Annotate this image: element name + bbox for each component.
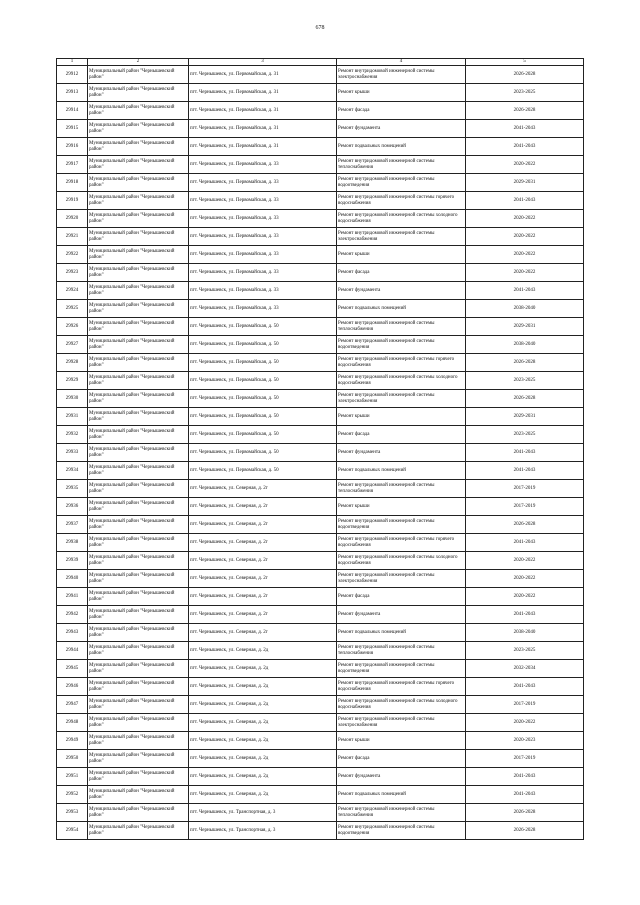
period-cell: 2026-2028 xyxy=(466,354,584,372)
work-type-cell: Ремонт внутридомовой инженерной системы водоотведения xyxy=(337,660,466,678)
work-type-cell: Ремонт внутридомовой инженерной системы электроснабжения xyxy=(337,66,466,84)
period-cell: 2020-2023 xyxy=(466,732,584,750)
work-type-cell: Ремонт внутридомовой инженерной системы водоотведения xyxy=(337,336,466,354)
work-type-cell: Ремонт фундамента xyxy=(337,606,466,624)
address-cell: пгт. Чернышевск, ул. Северная, д. 2г xyxy=(189,498,337,516)
table-row xyxy=(57,732,584,750)
period-cell: 2026-2028 xyxy=(466,822,584,840)
work-type-cell: Ремонт фундамента xyxy=(337,444,466,462)
address-cell: пгт. Чернышевск, ул. Первомайская, д. 33 xyxy=(189,264,337,282)
table-row xyxy=(57,102,584,120)
row-number-cell: 29926 xyxy=(57,318,88,336)
period-cell: 2020-2022 xyxy=(466,228,584,246)
table-row xyxy=(57,624,584,642)
row-number-cell: 29948 xyxy=(57,714,88,732)
period-cell: 2038-2040 xyxy=(466,624,584,642)
period-cell: 2041-2043 xyxy=(466,282,584,300)
municipality-cell: Муниципальный район "Чернышевский район" xyxy=(88,786,189,804)
work-type-cell: Ремонт внутридомовой инженерной системы электроснабжения xyxy=(337,714,466,732)
table-row xyxy=(57,264,584,282)
address-cell: пгт. Чернышевск, ул. Первомайская, д. 50 xyxy=(189,336,337,354)
row-number-cell: 29952 xyxy=(57,786,88,804)
period-cell: 2020-2022 xyxy=(466,570,584,588)
page-number: 678 xyxy=(315,25,325,31)
address-cell: пгт. Чернышевск, ул. Северная, д. 2г xyxy=(189,588,337,606)
period-cell: 2023-2025 xyxy=(466,372,584,390)
table-row xyxy=(57,300,584,318)
row-number-cell: 29950 xyxy=(57,750,88,768)
row-number-cell: 29932 xyxy=(57,426,88,444)
table-row xyxy=(57,426,584,444)
municipality-cell: Муниципальный район "Чернышевский район" xyxy=(88,660,189,678)
period-cell: 2020-2022 xyxy=(466,264,584,282)
municipality-cell: Муниципальный район "Чернышевский район" xyxy=(88,696,189,714)
table-row xyxy=(57,408,584,426)
table-row xyxy=(57,336,584,354)
municipality-cell: Муниципальный район "Чернышевский район" xyxy=(88,156,189,174)
row-number-cell: 29951 xyxy=(57,768,88,786)
column-header: 4 xyxy=(337,59,466,66)
address-cell: пгт. Чернышевск, ул. Северная, д. 2г xyxy=(189,480,337,498)
municipality-cell: Муниципальный район "Чернышевский район" xyxy=(88,714,189,732)
work-type-cell: Ремонт внутридомовой инженерной системы электроснабжения xyxy=(337,570,466,588)
address-cell: пгт. Чернышевск, ул. Первомайская, д. 31 xyxy=(189,66,337,84)
row-number-cell: 29936 xyxy=(57,498,88,516)
period-cell: 2029-2031 xyxy=(466,408,584,426)
work-type-cell: Ремонт подвальных помещений xyxy=(337,462,466,480)
municipality-cell: Муниципальный район "Чернышевский район" xyxy=(88,354,189,372)
municipality-cell: Муниципальный район "Чернышевский район" xyxy=(88,192,189,210)
table-row xyxy=(57,786,584,804)
row-number-cell: 29933 xyxy=(57,444,88,462)
period-cell: 2017-2019 xyxy=(466,498,584,516)
period-cell: 2026-2028 xyxy=(466,804,584,822)
table-row xyxy=(57,354,584,372)
period-cell: 2023-2025 xyxy=(466,426,584,444)
table-row xyxy=(57,372,584,390)
municipality-cell: Муниципальный район "Чернышевский район" xyxy=(88,534,189,552)
municipality-cell: Муниципальный район "Чернышевский район" xyxy=(88,282,189,300)
row-number-cell: 29919 xyxy=(57,192,88,210)
period-cell: 2041-2043 xyxy=(466,138,584,156)
table-row xyxy=(57,678,584,696)
table-row xyxy=(57,660,584,678)
municipality-cell: Муниципальный район "Чернышевский район" xyxy=(88,822,189,840)
address-cell: пгт. Чернышевск, ул. Северная, д. 2г xyxy=(189,534,337,552)
table-row xyxy=(57,588,584,606)
column-header: 5 xyxy=(466,59,584,66)
work-type-cell: Ремонт фасада xyxy=(337,426,466,444)
period-cell: 2041-2043 xyxy=(466,192,584,210)
table-row xyxy=(57,516,584,534)
work-type-cell: Ремонт подвальных помещений xyxy=(337,624,466,642)
address-cell: пгт. Чернышевск, ул. Первомайская, д. 33 xyxy=(189,156,337,174)
work-type-cell: Ремонт внутридомовой инженерной системы водоотведения xyxy=(337,822,466,840)
municipality-cell: Муниципальный район "Чернышевский район" xyxy=(88,444,189,462)
work-type-cell: Ремонт внутридомовой инженерной системы теплоснабжения xyxy=(337,480,466,498)
period-cell: 2020-2022 xyxy=(466,552,584,570)
address-cell: пгт. Чернышевск, ул. Северная, д. 2г xyxy=(189,516,337,534)
work-type-cell: Ремонт внутридомовой инженерной системы холодного водоснабжения xyxy=(337,210,466,228)
address-cell: пгт. Чернышевск, ул. Первомайская, д. 31 xyxy=(189,120,337,138)
address-cell: пгт. Чернышевск, ул. Северная, д. 2д xyxy=(189,696,337,714)
municipality-cell: Муниципальный район "Чернышевский район" xyxy=(88,426,189,444)
period-cell: 2041-2043 xyxy=(466,768,584,786)
municipality-cell: Муниципальный район "Чернышевский район" xyxy=(88,264,189,282)
row-number-cell: 29924 xyxy=(57,282,88,300)
work-type-cell: Ремонт внутридомовой инженерной системы горячего водоснабжения xyxy=(337,534,466,552)
work-type-cell: Ремонт внутридомовой инженерной системы теплоснабжения xyxy=(337,804,466,822)
table-row xyxy=(57,84,584,102)
address-cell: пгт. Чернышевск, ул. Первомайская, д. 33 xyxy=(189,282,337,300)
row-number-cell: 29938 xyxy=(57,534,88,552)
work-type-cell: Ремонт внутридомовой инженерной системы водоотведения xyxy=(337,516,466,534)
row-number-cell: 29953 xyxy=(57,804,88,822)
work-type-cell: Ремонт фундамента xyxy=(337,768,466,786)
table-row xyxy=(57,138,584,156)
period-cell: 2041-2043 xyxy=(466,462,584,480)
row-number-cell: 29941 xyxy=(57,588,88,606)
table-row xyxy=(57,210,584,228)
address-cell: пгт. Чернышевск, ул. Первомайская, д. 33 xyxy=(189,192,337,210)
municipality-cell: Муниципальный район "Чернышевский район" xyxy=(88,174,189,192)
period-cell: 2029-2031 xyxy=(466,174,584,192)
period-cell: 2032-2034 xyxy=(466,660,584,678)
table-row xyxy=(57,246,584,264)
address-cell: пгт. Чернышевск, ул. Первомайская, д. 33 xyxy=(189,300,337,318)
address-cell: пгт. Чернышевск, ул. Транспортная, д. 3 xyxy=(189,822,337,840)
table-header-row xyxy=(57,59,584,66)
table-row xyxy=(57,714,584,732)
address-cell: пгт. Чернышевск, ул. Транспортная, д. 3 xyxy=(189,804,337,822)
address-cell: пгт. Чернышевск, ул. Северная, д. 2д xyxy=(189,714,337,732)
address-cell: пгт. Чернышевск, ул. Первомайская, д. 33 xyxy=(189,246,337,264)
row-number-cell: 29916 xyxy=(57,138,88,156)
period-cell: 2017-2019 xyxy=(466,750,584,768)
row-number-cell: 29947 xyxy=(57,696,88,714)
period-cell: 2023-2025 xyxy=(466,642,584,660)
municipality-cell: Муниципальный район "Чернышевский район" xyxy=(88,66,189,84)
work-type-cell: Ремонт внутридомовой инженерной системы горячего водоснабжения xyxy=(337,354,466,372)
row-number-cell: 29920 xyxy=(57,210,88,228)
work-type-cell: Ремонт подвальных помещений xyxy=(337,300,466,318)
work-type-cell: Ремонт подвальных помещений xyxy=(337,786,466,804)
work-type-cell: Ремонт фундамента xyxy=(337,120,466,138)
row-number-cell: 29935 xyxy=(57,480,88,498)
row-number-cell: 29937 xyxy=(57,516,88,534)
row-number-cell: 29927 xyxy=(57,336,88,354)
municipality-cell: Муниципальный район "Чернышевский район" xyxy=(88,750,189,768)
work-type-cell: Ремонт внутридомовой инженерной системы горячего водоснабжения xyxy=(337,678,466,696)
table-row xyxy=(57,498,584,516)
municipality-cell: Муниципальный район "Чернышевский район" xyxy=(88,372,189,390)
address-cell: пгт. Чернышевск, ул. Первомайская, д. 50 xyxy=(189,354,337,372)
row-number-cell: 29915 xyxy=(57,120,88,138)
period-cell: 2041-2043 xyxy=(466,786,584,804)
period-cell: 2020-2022 xyxy=(466,156,584,174)
row-number-cell: 29943 xyxy=(57,624,88,642)
municipality-cell: Муниципальный район "Чернышевский район" xyxy=(88,570,189,588)
table-row xyxy=(57,552,584,570)
period-cell: 2017-2019 xyxy=(466,696,584,714)
work-type-cell: Ремонт крыши xyxy=(337,246,466,264)
row-number-cell: 29923 xyxy=(57,264,88,282)
address-cell: пгт. Чернышевск, ул. Северная, д. 2д xyxy=(189,786,337,804)
work-type-cell: Ремонт крыши xyxy=(337,408,466,426)
row-number-cell: 29913 xyxy=(57,84,88,102)
work-type-cell: Ремонт фасада xyxy=(337,102,466,120)
row-number-cell: 29942 xyxy=(57,606,88,624)
municipality-cell: Муниципальный район "Чернышевский район" xyxy=(88,84,189,102)
table-row xyxy=(57,768,584,786)
municipality-cell: Муниципальный район "Чернышевский район" xyxy=(88,246,189,264)
address-cell: пгт. Чернышевск, ул. Первомайская, д. 50 xyxy=(189,408,337,426)
row-number-cell: 29912 xyxy=(57,66,88,84)
work-type-cell: Ремонт подвальных помещений xyxy=(337,138,466,156)
table-row xyxy=(57,66,584,84)
period-cell: 2020-2022 xyxy=(466,246,584,264)
period-cell: 2023-2025 xyxy=(466,84,584,102)
table-row xyxy=(57,228,584,246)
work-type-cell: Ремонт внутридомовой инженерной системы горячего водоснабжения xyxy=(337,192,466,210)
work-type-cell: Ремонт внутридомовой инженерной системы теплоснабжения xyxy=(337,156,466,174)
work-type-cell: Ремонт внутридомовой инженерной системы водоотведения xyxy=(337,174,466,192)
period-cell: 2020-2022 xyxy=(466,588,584,606)
row-number-cell: 29918 xyxy=(57,174,88,192)
period-cell: 2020-2022 xyxy=(466,714,584,732)
row-number-cell: 29934 xyxy=(57,462,88,480)
municipality-cell: Муниципальный район "Чернышевский район" xyxy=(88,678,189,696)
row-number-cell: 29929 xyxy=(57,372,88,390)
municipality-cell: Муниципальный район "Чернышевский район" xyxy=(88,552,189,570)
municipality-cell: Муниципальный район "Чернышевский район" xyxy=(88,516,189,534)
municipality-cell: Муниципальный район "Чернышевский район" xyxy=(88,210,189,228)
municipality-cell: Муниципальный район "Чернышевский район" xyxy=(88,642,189,660)
address-cell: пгт. Чернышевск, ул. Первомайская, д. 50 xyxy=(189,444,337,462)
work-type-cell: Ремонт внутридомовой инженерной системы теплоснабжения xyxy=(337,318,466,336)
address-cell: пгт. Чернышевск, ул. Северная, д. 2г xyxy=(189,570,337,588)
column-header: 2 xyxy=(88,59,189,66)
address-cell: пгт. Чернышевск, ул. Северная, д. 2д xyxy=(189,660,337,678)
work-type-cell: Ремонт крыши xyxy=(337,84,466,102)
municipality-cell: Муниципальный район "Чернышевский район" xyxy=(88,606,189,624)
work-type-cell: Ремонт фасада xyxy=(337,264,466,282)
municipality-cell: Муниципальный район "Чернышевский район" xyxy=(88,390,189,408)
address-cell: пгт. Чернышевск, ул. Северная, д. 2д xyxy=(189,750,337,768)
table-row xyxy=(57,570,584,588)
table-row xyxy=(57,480,584,498)
municipality-cell: Муниципальный район "Чернышевский район" xyxy=(88,804,189,822)
period-cell: 2041-2043 xyxy=(466,534,584,552)
municipality-cell: Муниципальный район "Чернышевский район" xyxy=(88,624,189,642)
row-number-cell: 29928 xyxy=(57,354,88,372)
row-number-cell: 29940 xyxy=(57,570,88,588)
row-number-cell: 29930 xyxy=(57,390,88,408)
period-cell: 2026-2028 xyxy=(466,516,584,534)
work-type-cell: Ремонт фасада xyxy=(337,588,466,606)
work-type-cell: Ремонт крыши xyxy=(337,498,466,516)
address-cell: пгт. Чернышевск, ул. Первомайская, д. 50 xyxy=(189,390,337,408)
address-cell: пгт. Чернышевск, ул. Первомайская, д. 31 xyxy=(189,84,337,102)
period-cell: 2026-2028 xyxy=(466,66,584,84)
column-header: 1 xyxy=(57,59,88,66)
address-cell: пгт. Чернышевск, ул. Первомайская, д. 31 xyxy=(189,138,337,156)
work-type-cell: Ремонт внутридомовой инженерной системы теплоснабжения xyxy=(337,642,466,660)
address-cell: пгт. Чернышевск, ул. Северная, д. 2г xyxy=(189,552,337,570)
address-cell: пгт. Чернышевск, ул. Первомайская, д. 33 xyxy=(189,174,337,192)
work-type-cell: Ремонт фасада xyxy=(337,750,466,768)
table-row xyxy=(57,534,584,552)
table-row xyxy=(57,642,584,660)
municipality-cell: Муниципальный район "Чернышевский район" xyxy=(88,336,189,354)
table-row xyxy=(57,192,584,210)
table-row xyxy=(57,318,584,336)
work-type-cell: Ремонт внутридомовой инженерной системы холодного водоснабжения xyxy=(337,372,466,390)
table-row xyxy=(57,696,584,714)
address-cell: пгт. Чернышевск, ул. Первомайская, д. 50 xyxy=(189,462,337,480)
work-type-cell: Ремонт внутридомовой инженерной системы холодного водоснабжения xyxy=(337,696,466,714)
address-cell: пгт. Чернышевск, ул. Северная, д. 2д xyxy=(189,768,337,786)
municipality-cell: Муниципальный район "Чернышевский район" xyxy=(88,480,189,498)
row-number-cell: 29949 xyxy=(57,732,88,750)
table-row xyxy=(57,156,584,174)
work-type-cell: Ремонт фундамента xyxy=(337,282,466,300)
period-cell: 2041-2043 xyxy=(466,606,584,624)
row-number-cell: 29946 xyxy=(57,678,88,696)
period-cell: 2038-2040 xyxy=(466,300,584,318)
row-number-cell: 29914 xyxy=(57,102,88,120)
address-cell: пгт. Чернышевск, ул. Северная, д. 2г xyxy=(189,606,337,624)
table-row xyxy=(57,750,584,768)
period-cell: 2017-2019 xyxy=(466,480,584,498)
table-row xyxy=(57,120,584,138)
municipality-cell: Муниципальный район "Чернышевский район" xyxy=(88,318,189,336)
municipality-cell: Муниципальный район "Чернышевский район" xyxy=(88,588,189,606)
address-cell: пгт. Чернышевск, ул. Первомайская, д. 50 xyxy=(189,318,337,336)
row-number-cell: 29931 xyxy=(57,408,88,426)
row-number-cell: 29917 xyxy=(57,156,88,174)
row-number-cell: 29939 xyxy=(57,552,88,570)
row-number-cell: 29945 xyxy=(57,660,88,678)
table-row xyxy=(57,462,584,480)
address-cell: пгт. Чернышевск, ул. Северная, д. 2г xyxy=(189,624,337,642)
work-type-cell: Ремонт внутридомовой инженерной системы холодного водоснабжения xyxy=(337,552,466,570)
period-cell: 2026-2028 xyxy=(466,390,584,408)
municipality-cell: Муниципальный район "Чернышевский район" xyxy=(88,228,189,246)
address-cell: пгт. Чернышевск, ул. Северная, д. 2д xyxy=(189,678,337,696)
table-row xyxy=(57,282,584,300)
row-number-cell: 29922 xyxy=(57,246,88,264)
period-cell: 2041-2043 xyxy=(466,444,584,462)
row-number-cell: 29944 xyxy=(57,642,88,660)
address-cell: пгт. Чернышевск, ул. Первомайская, д. 50 xyxy=(189,372,337,390)
table-row xyxy=(57,606,584,624)
table-row xyxy=(57,822,584,840)
municipality-cell: Муниципальный район "Чернышевский район" xyxy=(88,768,189,786)
period-cell: 2038-2040 xyxy=(466,336,584,354)
period-cell: 2029-2031 xyxy=(466,318,584,336)
address-cell: пгт. Чернышевск, ул. Первомайская, д. 33 xyxy=(189,210,337,228)
municipality-cell: Муниципальный район "Чернышевский район" xyxy=(88,120,189,138)
work-type-cell: Ремонт внутридомовой инженерной системы электроснабжения xyxy=(337,390,466,408)
period-cell: 2041-2043 xyxy=(466,678,584,696)
row-number-cell: 29925 xyxy=(57,300,88,318)
table-body xyxy=(57,66,584,840)
address-cell: пгт. Чернышевск, ул. Северная, д. 2д xyxy=(189,732,337,750)
period-cell: 2026-2028 xyxy=(466,102,584,120)
row-number-cell: 29954 xyxy=(57,822,88,840)
municipality-cell: Муниципальный район "Чернышевский район" xyxy=(88,300,189,318)
table-row xyxy=(57,174,584,192)
work-type-cell: Ремонт крыши xyxy=(337,732,466,750)
period-cell: 2041-2043 xyxy=(466,120,584,138)
repair-schedule-table xyxy=(56,58,584,840)
address-cell: пгт. Чернышевск, ул. Первомайская, д. 50 xyxy=(189,426,337,444)
address-cell: пгт. Чернышевск, ул. Первомайская, д. 31 xyxy=(189,102,337,120)
column-header: 3 xyxy=(189,59,337,66)
address-cell: пгт. Чернышевск, ул. Северная, д. 2д xyxy=(189,642,337,660)
row-number-cell: 29921 xyxy=(57,228,88,246)
municipality-cell: Муниципальный район "Чернышевский район" xyxy=(88,732,189,750)
work-type-cell: Ремонт внутридомовой инженерной системы электроснабжения xyxy=(337,228,466,246)
municipality-cell: Муниципальный район "Чернышевский район" xyxy=(88,102,189,120)
municipality-cell: Муниципальный район "Чернышевский район" xyxy=(88,462,189,480)
table-row xyxy=(57,444,584,462)
municipality-cell: Муниципальный район "Чернышевский район" xyxy=(88,498,189,516)
table-row xyxy=(57,390,584,408)
municipality-cell: Муниципальный район "Чернышевский район" xyxy=(88,408,189,426)
table-row xyxy=(57,804,584,822)
address-cell: пгт. Чернышевск, ул. Первомайская, д. 33 xyxy=(189,228,337,246)
municipality-cell: Муниципальный район "Чернышевский район" xyxy=(88,138,189,156)
period-cell: 2020-2022 xyxy=(466,210,584,228)
